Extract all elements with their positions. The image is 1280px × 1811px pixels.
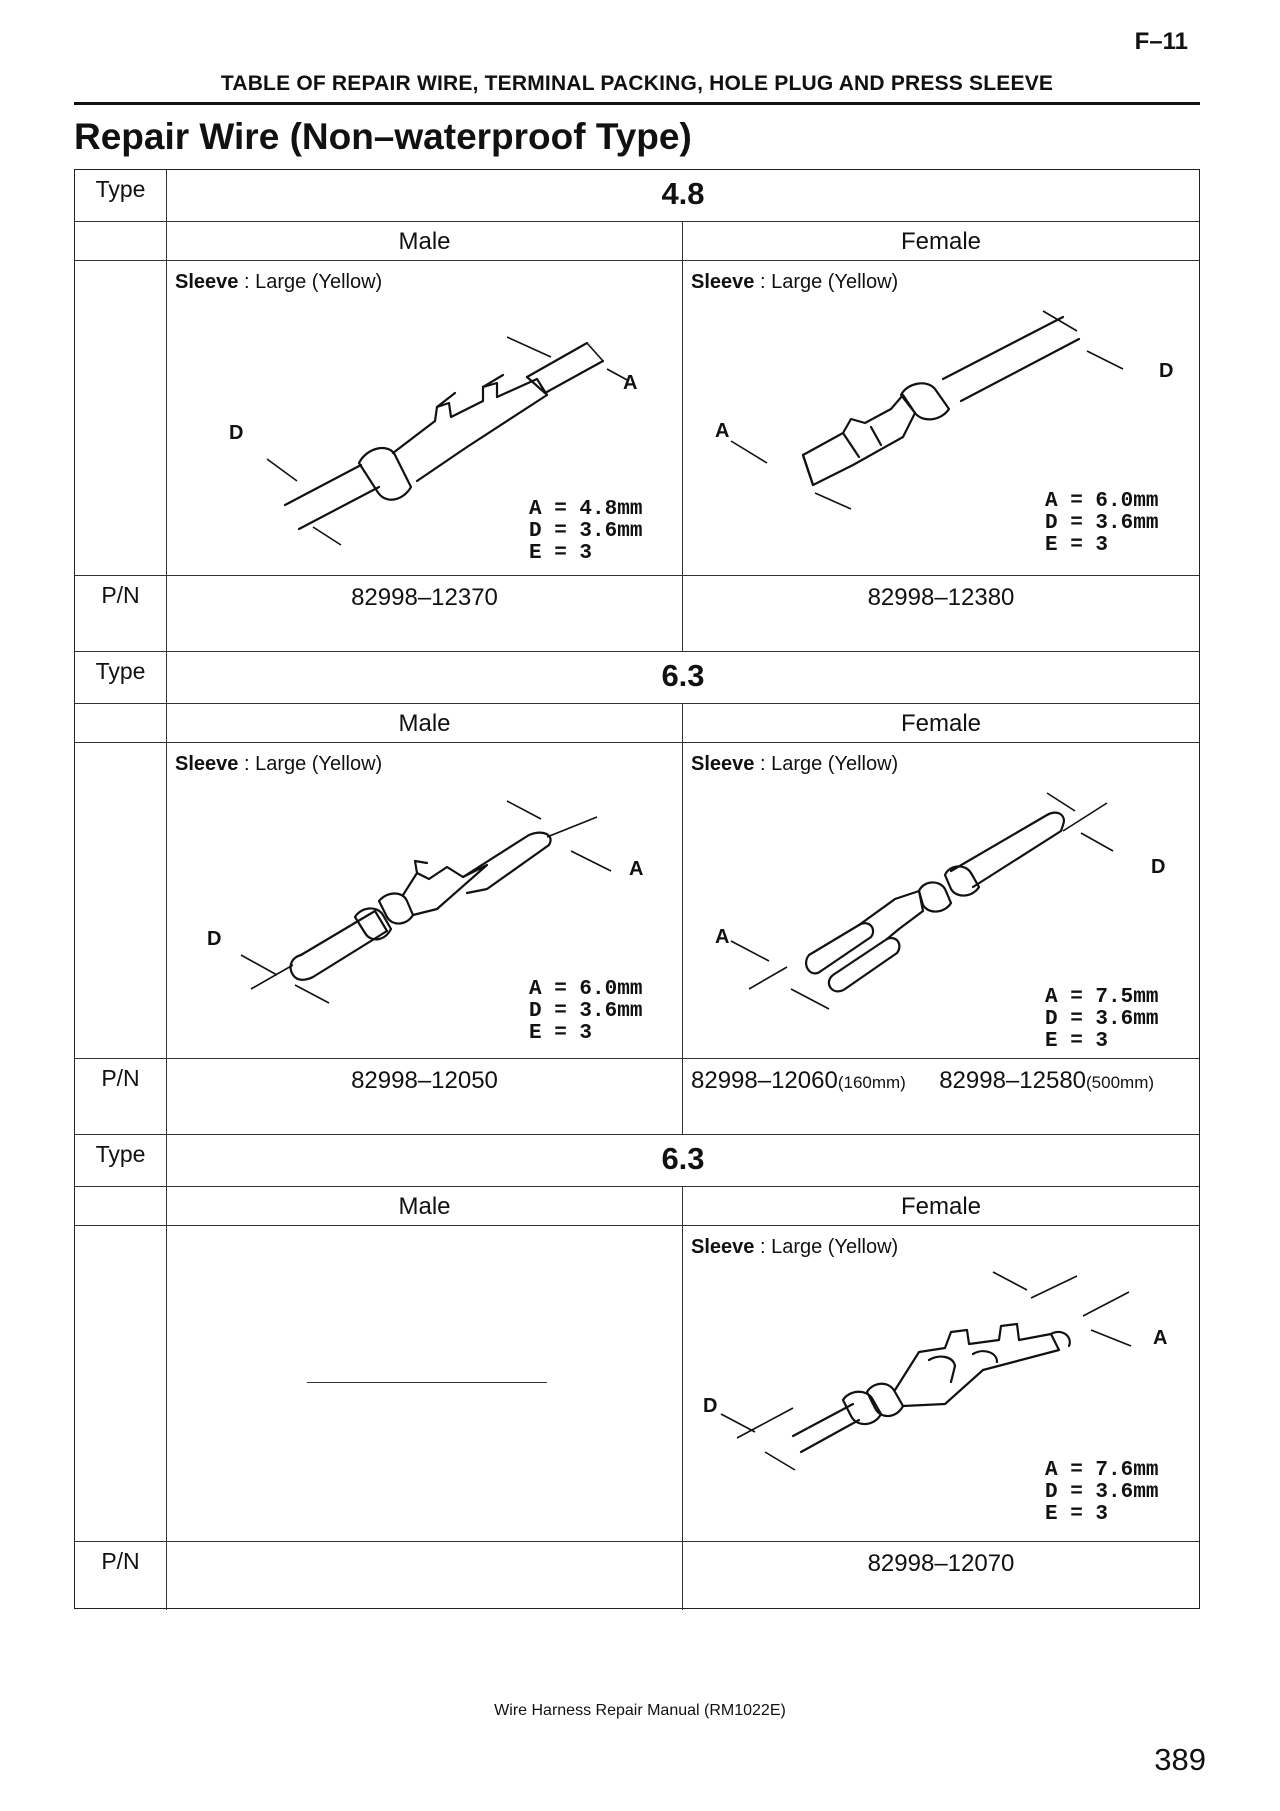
female-63-dimensions: A = 7.5mm D = 3.6mm E = 3	[1045, 986, 1159, 1053]
image-row-63a	[75, 742, 1199, 1058]
female-48-cell	[683, 261, 1199, 575]
svg-text:A: A	[715, 420, 730, 442]
sleeve-note: Sleeve : Large (Yellow)	[175, 753, 383, 775]
female-header: Female	[900, 710, 982, 737]
female-63-pn-b: 82998–12580	[939, 1067, 1087, 1094]
type-value: 6.3	[661, 658, 705, 693]
male-48-dimensions: A = 4.8mm D = 3.6mm E = 3	[529, 498, 643, 565]
male-63-dimensions: A = 6.0mm D = 3.6mm E = 3	[529, 978, 643, 1045]
female-63b-pn: 82998–12070	[867, 1550, 1015, 1577]
male-48-cell	[167, 261, 683, 575]
blank-label	[75, 222, 167, 260]
page-code: F–11	[1134, 28, 1188, 55]
svg-text:A: A	[715, 926, 730, 948]
sleeve-note: Sleeve : Large (Yellow)	[691, 271, 899, 293]
blank-label	[75, 261, 167, 575]
pn-label: P/N	[75, 1542, 167, 1610]
gender-row-63a	[75, 703, 1199, 742]
pn-row-48	[75, 575, 1199, 651]
blank-label	[75, 743, 167, 1058]
type-row-63a	[75, 651, 1199, 703]
svg-text:D: D	[1151, 856, 1166, 878]
svg-text:D: D	[207, 928, 222, 950]
type-label: Type	[75, 652, 167, 703]
type-row-48	[75, 170, 1199, 221]
svg-text:A: A	[623, 372, 638, 394]
female-63-pn-a: 82998–12060	[691, 1067, 838, 1094]
page-title: Repair Wire (Non–waterproof Type)	[74, 116, 692, 157]
type-value: 6.3	[661, 1141, 705, 1176]
male-header: Male	[398, 1193, 451, 1220]
repair-wire-table	[74, 169, 1200, 1609]
female-63-pn-b-note: (500mm)	[1086, 1073, 1155, 1092]
not-available-dash	[307, 1382, 547, 1383]
type-value: 4.8	[661, 176, 705, 211]
male-63-pn: 82998–12050	[351, 1067, 498, 1094]
male-header: Male	[398, 228, 451, 255]
female-63b-dimensions: A = 7.6mm D = 3.6mm E = 3	[1045, 1459, 1159, 1526]
male-63-cell	[167, 743, 683, 1058]
page-number: 389	[1154, 1742, 1206, 1777]
svg-text:D: D	[703, 1395, 718, 1417]
sleeve-note: Sleeve : Large (Yellow)	[691, 753, 899, 775]
svg-text:A: A	[1153, 1327, 1168, 1349]
image-row-63b	[75, 1225, 1199, 1541]
blank-label	[75, 1187, 167, 1225]
blank-label	[75, 704, 167, 742]
male-header: Male	[398, 710, 451, 737]
svg-text:A: A	[629, 858, 644, 880]
sleeve-note: Sleeve : Large (Yellow)	[691, 1236, 899, 1258]
image-row-48	[75, 260, 1199, 575]
pn-label: P/N	[75, 576, 167, 651]
pn-row-63b	[75, 1541, 1199, 1610]
pn-label: P/N	[75, 1059, 167, 1134]
svg-text:D: D	[229, 422, 244, 444]
female-63-pn	[683, 1067, 1199, 1095]
female-48-pn: 82998–12380	[867, 584, 1015, 611]
blank-label	[75, 1226, 167, 1541]
male-48-pn: 82998–12370	[351, 584, 498, 611]
header-rule	[74, 102, 1200, 105]
svg-text:D: D	[1159, 360, 1174, 382]
gender-row-63b	[75, 1186, 1199, 1225]
male-63b-pn-cell	[167, 1542, 683, 1610]
page-footer: Wire Harness Repair Manual (RM1022E)	[494, 1702, 786, 1719]
sleeve-note: Sleeve : Large (Yellow)	[175, 271, 383, 293]
male-63b-cell	[167, 1226, 683, 1541]
female-48-dimensions: A = 6.0mm D = 3.6mm E = 3	[1045, 490, 1159, 557]
page-header: TABLE OF REPAIR WIRE, TERMINAL PACKING, HOLE PLUG AND PRESS SLEEVE	[220, 72, 1054, 95]
female-63-pn-a-note: (160mm)	[837, 1073, 906, 1092]
type-row-63b	[75, 1134, 1199, 1186]
gender-row-48	[75, 221, 1199, 260]
type-label: Type	[75, 1135, 167, 1186]
female-63-cell	[683, 743, 1199, 1058]
type-label: Type	[75, 170, 167, 221]
female-header: Female	[900, 228, 982, 255]
female-63b-cell	[683, 1226, 1199, 1541]
pn-row-63a	[75, 1058, 1199, 1134]
female-header: Female	[900, 1193, 982, 1220]
